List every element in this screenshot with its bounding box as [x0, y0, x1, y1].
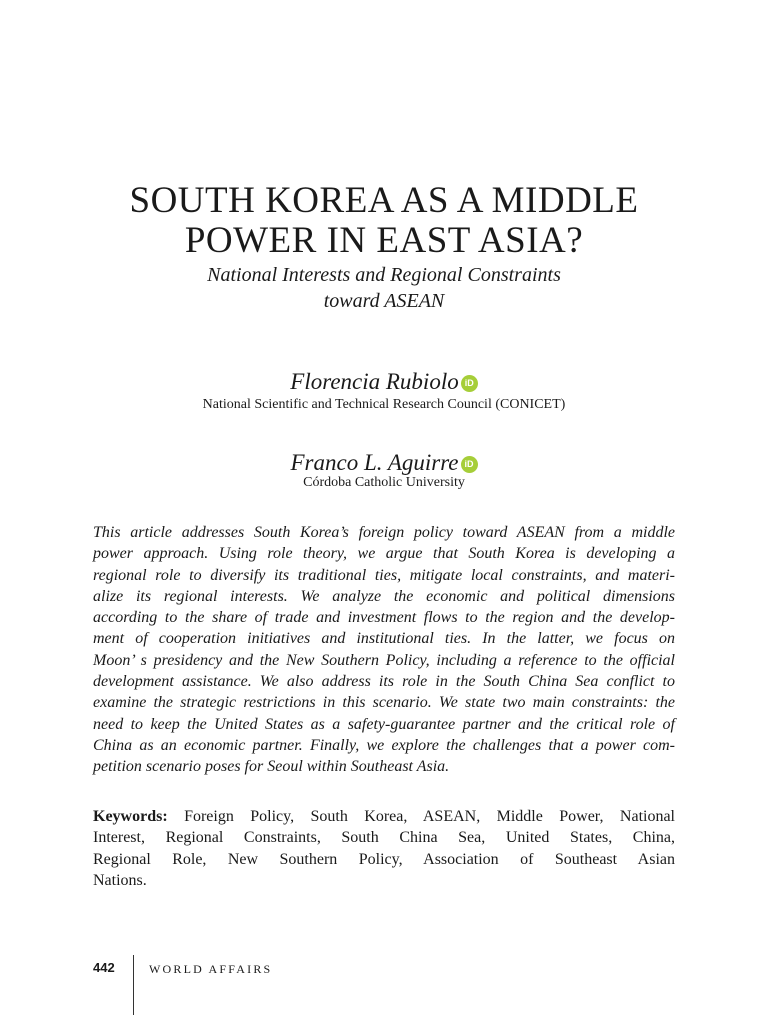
author-2-name: Franco L. Aguirre — [290, 450, 459, 475]
author-1 — [0, 369, 768, 395]
keywords — [93, 806, 675, 891]
abstract-line: China as an economic partner. Finally, we explore the challenges that a power com- — [93, 736, 675, 754]
article-title-line-1: SOUTH KOREA AS A MIDDLE — [129, 180, 639, 221]
abstract-line: alize its regional interests. We analyze the economic and political dimensions — [93, 587, 675, 605]
keywords-label: Keywords: — [93, 808, 168, 825]
article-title-line-2: POWER IN EAST ASIA? — [184, 220, 584, 261]
orcid-icon[interactable]: iD — [461, 375, 478, 392]
abstract — [93, 522, 675, 778]
footer-divider — [133, 955, 134, 1015]
abstract-line: ment of cooperation initiatives and institutional ties. In the latter, we focus on — [93, 630, 675, 648]
keywords-line — [93, 806, 675, 827]
article-subtitle — [0, 262, 768, 314]
abstract-line: regional role to diversify its traditional ties, mitigate local constraints, and materi- — [93, 566, 675, 584]
author-1-affiliation: National Scientific and Technical Research Council (CONICET) — [202, 397, 566, 412]
keywords-text: Foreign Policy, South Korea, ASEAN, Middle Power, National — [167, 808, 675, 825]
author-2-affiliation: Córdoba Catholic University — [303, 475, 465, 490]
abstract-line: need to keep the United States as a safety-guarantee partner and the critical role of — [93, 715, 675, 733]
abstract-line: development assistance. We also address its role in the South China Sea conflict to — [93, 673, 675, 691]
abstract-line: power approach. Using role theory, we argue that South Korea is developing a — [93, 545, 675, 563]
author-1-name: Florencia Rubiolo — [290, 369, 459, 394]
journal-name: WORLD AFFAIRS — [149, 962, 273, 976]
article-subtitle-line-2: toward ASEAN — [323, 290, 445, 312]
abstract-line: Moon’ s presidency and the New Southern Policy, including a reference to the official — [93, 651, 675, 669]
article-title — [0, 181, 768, 261]
keywords-line: Regional Role, New Southern Policy, Association of Southeast Asian — [93, 850, 675, 868]
abstract-line: according to the share of trade and investment flows to the region and the develop- — [93, 609, 675, 627]
abstract-line: petition scenario poses for Seoul within Southeast Asia. — [93, 758, 450, 776]
keywords-line: Nations. — [93, 871, 147, 889]
abstract-line: examine the strategic restrictions in this scenario. We state two main constraints: the — [93, 694, 675, 712]
keywords-line: Interest, Regional Constraints, South China Sea, United States, China, — [93, 829, 675, 847]
abstract-line: This article addresses South Korea’s foreign policy toward ASEAN from a middle — [93, 524, 675, 541]
page-number: 442 — [93, 960, 115, 975]
article-subtitle-line-1: National Interests and Regional Constraints — [207, 264, 561, 286]
author-2 — [0, 450, 768, 476]
orcid-icon[interactable]: iD — [461, 456, 478, 473]
